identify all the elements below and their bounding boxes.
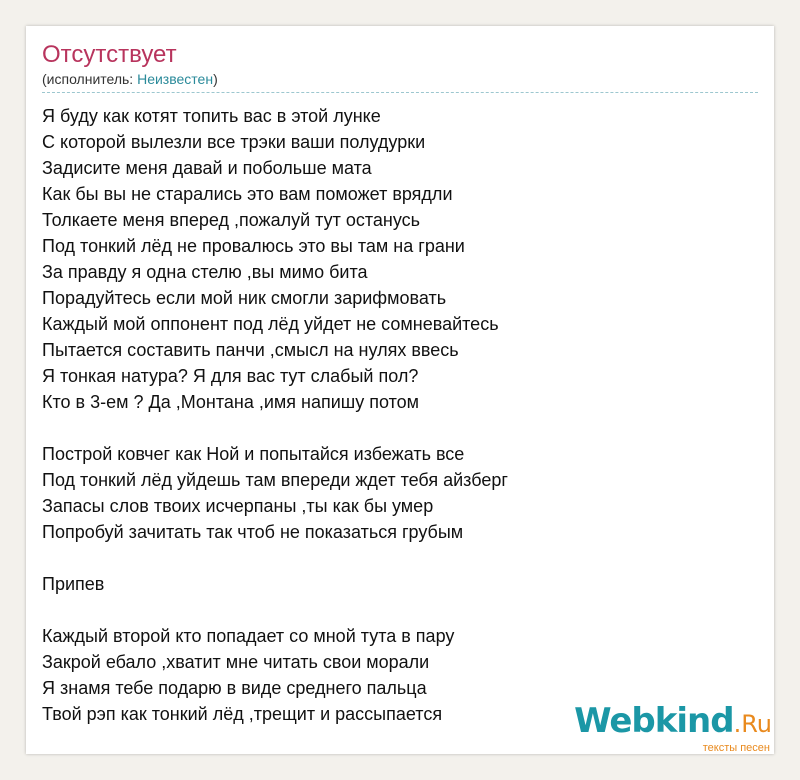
logo-tld: .Ru	[733, 710, 772, 738]
lyric-line: Каждый мой оппонент под лёд уйдет не сомневайтесь	[42, 314, 499, 334]
lyric-line: Как бы вы не старались это вам поможет врядли	[42, 184, 453, 204]
lyric-line: Я знамя тебе подарю в виде среднего пальца	[42, 678, 427, 698]
stanza-gap	[42, 415, 758, 441]
logo-wordmark	[574, 703, 772, 742]
lyric-line: Толкаете меня вперед ,пожалуй тут останусь	[42, 210, 421, 230]
artist-suffix: )	[213, 71, 218, 87]
lyric-line: Твой рэп как тонкий лёд ,трещит и рассыпается	[42, 704, 443, 724]
lyric-line: Построй ковчег как Ной и попытайся избежать все	[42, 444, 465, 464]
lyric-line: Попробуй зачитать так чтоб не показаться грубым	[42, 522, 464, 542]
lyric-line: Запасы слов твоих исчерпаны ,ты как бы умер	[42, 496, 434, 516]
divider	[42, 92, 758, 93]
lyric-line: Я тонкая натура? Я для вас тут слабый пол?	[42, 366, 419, 386]
lyric-line: Пытается составить панчи ,смысл на нулях ввесь	[42, 340, 459, 360]
verse-1	[42, 103, 758, 415]
lyric-line: С которой вылезли все трэки ваши полудурки	[42, 132, 426, 152]
lyric-line: Под тонкий лёд не провалюсь это вы там на грани	[42, 236, 465, 256]
logo-main-text: Webkind	[574, 701, 734, 741]
artist-link[interactable]: Неизвестен	[137, 71, 214, 87]
lyric-line: Порадуйтесь если мой ник смогли зарифмовать	[42, 288, 447, 308]
lyrics-body	[42, 103, 758, 727]
song-title: Отсутствует	[42, 41, 177, 68]
artist-prefix: (исполнитель:	[42, 71, 138, 87]
lyric-line: Каждый второй кто попадает со мной тута в пару	[42, 626, 455, 646]
logo-subtitle: тексты песен	[702, 742, 770, 754]
lyrics-content	[42, 40, 758, 727]
lyrics-card	[26, 26, 774, 754]
chorus-label: Припев	[42, 574, 105, 594]
lyric-line: За правду я одна стелю ,вы мимо бита	[42, 262, 368, 282]
lyric-line: Я буду как котят топить вас в этой лунке	[42, 106, 381, 126]
lyric-line: Кто в 3-ем ? Да ,Монтана ,имя напишу потом	[42, 392, 420, 412]
verse-2	[42, 441, 758, 545]
lyric-line: Закрой ебало ,хватит мне читать свои морали	[42, 652, 430, 672]
stanza-gap	[42, 545, 758, 571]
lyric-line: Под тонкий лёд уйдешь там впереди ждет тебя айзберг	[42, 470, 508, 490]
artist-meta	[42, 70, 758, 88]
stanza-gap	[42, 597, 758, 623]
webkind-logo[interactable]	[574, 703, 772, 754]
lyric-line: Задисите меня давай и побольше мата	[42, 158, 372, 178]
